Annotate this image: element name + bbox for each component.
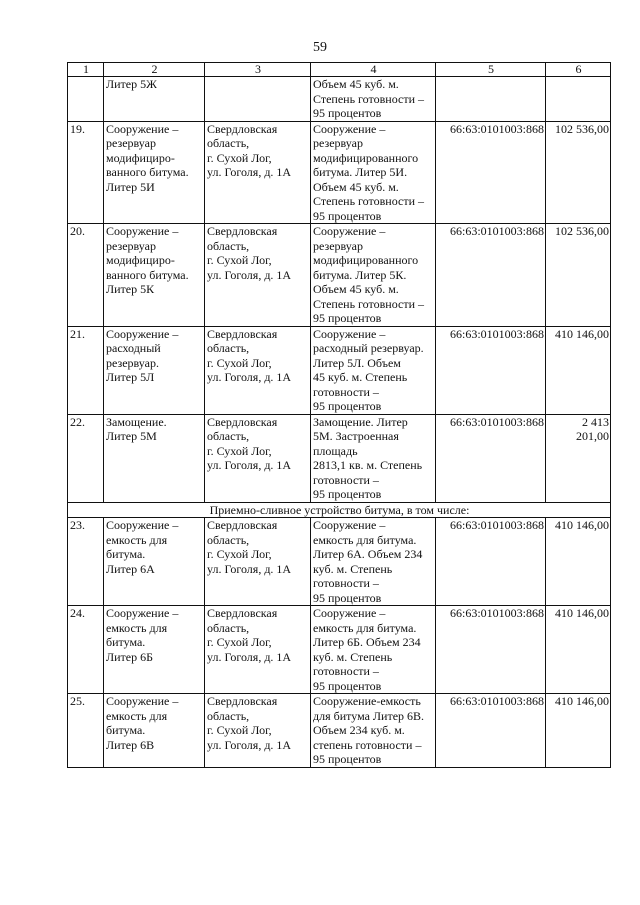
cadastral-number: 66:63:0101003:868 — [436, 224, 546, 327]
section-header-row — [68, 502, 611, 518]
table-row — [68, 694, 611, 768]
table-row — [68, 606, 611, 694]
object-address — [205, 77, 311, 122]
object-value — [546, 77, 611, 122]
object-address: Свердловская область, г. Сухой Лог, ул. Гоголя, д. 1А — [205, 414, 311, 502]
row-number: 25. — [68, 694, 104, 768]
object-name: Замощение. Литер 5М — [104, 414, 205, 502]
column-header: 3 — [205, 63, 311, 77]
column-header: 2 — [104, 63, 205, 77]
object-description: Замощение. Литер 5М. Застроенная площадь 2813,1 кв. м. Степень готовности – 95 процентов — [311, 414, 436, 502]
column-header: 6 — [546, 63, 611, 77]
object-description: Сооружение-емкость для битума Литер 6В. Объем 234 куб. м. степень готовности – 95 процентов — [311, 694, 436, 768]
object-address: Свердловская область, г. Сухой Лог, ул. Гоголя, д. 1А — [205, 121, 311, 224]
page-number: 59 — [313, 40, 327, 55]
object-description: Сооружение – расходный резервуар. Литер 5Л. Объем 45 куб. м. Степень готовности – 95 процентов — [311, 326, 436, 414]
cadastral-number: 66:63:0101003:868 — [436, 606, 546, 694]
row-number: 19. — [68, 121, 104, 224]
object-name: Сооружение – резервуар модифициро- ванного битума. Литер 5И — [104, 121, 205, 224]
object-value: 410 146,00 — [546, 518, 611, 606]
object-value: 410 146,00 — [546, 694, 611, 768]
object-value: 410 146,00 — [546, 606, 611, 694]
cadastral-number: 66:63:0101003:868 — [436, 121, 546, 224]
object-name: Сооружение – емкость для битума. Литер 6Б — [104, 606, 205, 694]
cadastral-number: 66:63:0101003:868 — [436, 414, 546, 502]
object-address: Свердловская область, г. Сухой Лог, ул. Гоголя, д. 1А — [205, 694, 311, 768]
row-number: 21. — [68, 326, 104, 414]
table-row — [68, 414, 611, 502]
object-description: Сооружение – емкость для битума. Литер 6Б. Объем 234 куб. м. Степень готовности – 95 процентов — [311, 606, 436, 694]
table-row — [68, 326, 611, 414]
object-description: Сооружение – резервуар модифицированного битума. Литер 5И. Объем 45 куб. м. Степень готовности – 95 процентов — [311, 121, 436, 224]
object-description: Сооружение – емкость для битума. Литер 6А. Объем 234 куб. м. Степень готовности – 95 процентов — [311, 518, 436, 606]
object-address: Свердловская область, г. Сухой Лог, ул. Гоголя, д. 1А — [205, 606, 311, 694]
column-number-header-row — [68, 63, 611, 77]
row-number: 24. — [68, 606, 104, 694]
column-header: 5 — [436, 63, 546, 77]
row-number: 23. — [68, 518, 104, 606]
object-value: 102 536,00 — [546, 121, 611, 224]
cadastral-number: 66:63:0101003:868 — [436, 518, 546, 606]
table-row — [68, 77, 611, 122]
row-number — [68, 77, 104, 122]
object-name: Сооружение – резервуар модифициро- ванного битума. Литер 5К — [104, 224, 205, 327]
object-name: Сооружение – расходный резервуар. Литер 5Л — [104, 326, 205, 414]
property-table-body — [68, 63, 611, 768]
table-row — [68, 121, 611, 224]
column-header: 1 — [68, 63, 104, 77]
table-row — [68, 518, 611, 606]
property-table — [67, 62, 611, 768]
object-value: 410 146,00 — [546, 326, 611, 414]
object-address: Свердловская область, г. Сухой Лог, ул. Гоголя, д. 1А — [205, 326, 311, 414]
object-description: Объем 45 куб. м. Степень готовности – 95 процентов — [311, 77, 436, 122]
object-value: 102 536,00 — [546, 224, 611, 327]
row-number: 20. — [68, 224, 104, 327]
object-description: Сооружение – резервуар модифицированного битума. Литер 5К. Объем 45 куб. м. Степень готовности – 95 процентов — [311, 224, 436, 327]
cadastral-number — [436, 77, 546, 122]
column-header: 4 — [311, 63, 436, 77]
cadastral-number: 66:63:0101003:868 — [436, 694, 546, 768]
object-name: Литер 5Ж — [104, 77, 205, 122]
object-address: Свердловская область, г. Сухой Лог, ул. Гоголя, д. 1А — [205, 518, 311, 606]
object-value: 2 413 201,00 — [546, 414, 611, 502]
object-name: Сооружение – емкость для битума. Литер 6В — [104, 694, 205, 768]
object-name: Сооружение – емкость для битума. Литер 6А — [104, 518, 205, 606]
cadastral-number: 66:63:0101003:868 — [436, 326, 546, 414]
object-address: Свердловская область, г. Сухой Лог, ул. Гоголя, д. 1А — [205, 224, 311, 327]
row-number: 22. — [68, 414, 104, 502]
section-title: Приемно-сливное устройство битума, в том числе: — [68, 502, 611, 518]
table-row — [68, 224, 611, 327]
